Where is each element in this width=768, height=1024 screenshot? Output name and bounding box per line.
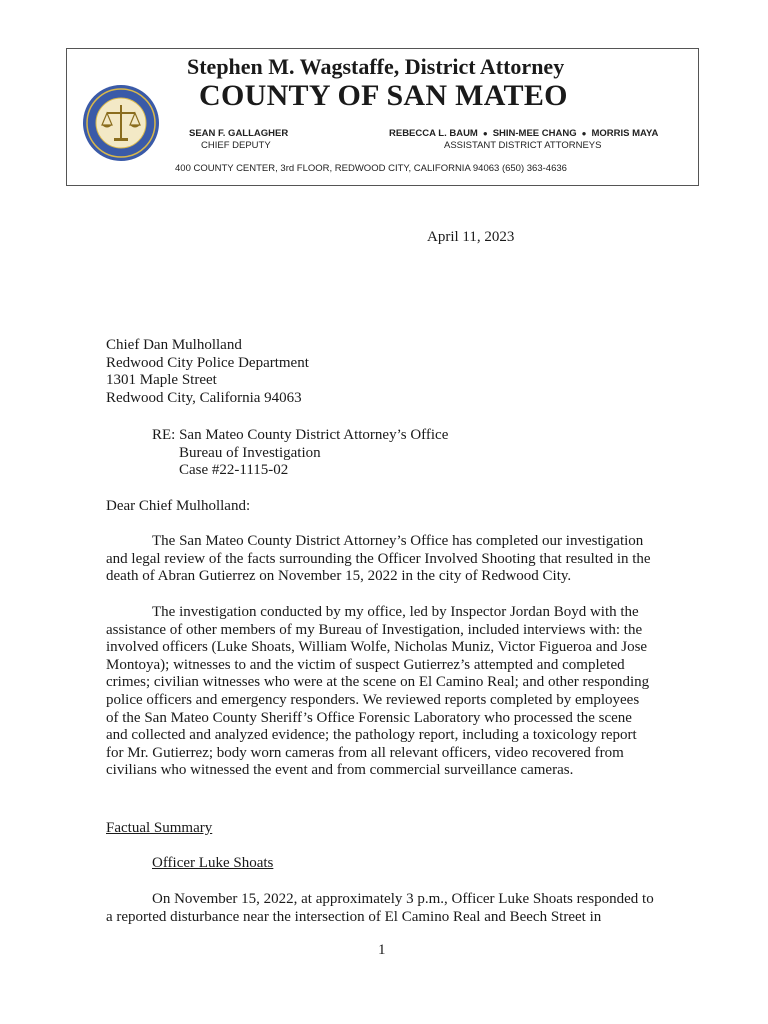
paragraph-line: The San Mateo County District Attorney’s Office has completed our investigation [152, 533, 644, 549]
county-title: COUNTY OF SAN MATEO [199, 79, 568, 112]
chief-deputy-name: SEAN F. GALLAGHER [189, 128, 289, 139]
paragraph-line: On November 15, 2022, at approximately 3 p.m., Officer Luke Shoats responded to [152, 891, 654, 907]
recipient-line: 1301 Maple Street [106, 372, 217, 389]
assistant-name: SHIN-MEE CHANG [492, 128, 577, 139]
salutation: Dear Chief Mulholland: [106, 498, 251, 514]
re-block [152, 427, 448, 480]
paragraph-shoats [106, 891, 654, 926]
subsection-heading: Officer Luke Shoats [152, 855, 274, 871]
paragraph-line: police officers and emergency responders. We reviewed reports completed by employees [106, 691, 640, 708]
re-line: RE: San Mateo County District Attorney’s Office [152, 427, 449, 443]
assistant-attorneys-title: ASSISTANT DISTRICT ATTORNEYS [444, 140, 602, 151]
paragraph-line: assistance of other members of my Bureau of Investigation, included interviews with: the [106, 621, 643, 638]
paragraph-line: civilians who witnessed the event and from commercial surveillance cameras. [106, 762, 574, 779]
office-address: 400 COUNTY CENTER, 3rd FLOOR, REDWOOD CITY, CALIFORNIA 94063 (650) 363-4636 [175, 163, 567, 174]
paragraph-line: Montoya); witnesses to and the victim of suspect Gutierrez’s attempted and completed [106, 656, 625, 673]
county-seal-icon [81, 83, 161, 163]
assistant-name: MORRIS MAYA [591, 128, 659, 139]
chief-deputy-title: CHIEF DEPUTY [201, 140, 271, 151]
letterhead [66, 48, 699, 186]
paragraph-line: of the San Mateo County Sheriff’s Office Forensic Laboratory who processed the scene [106, 709, 632, 726]
paragraph-line: The investigation conducted by my office, led by Inspector Jordan Boyd with the [152, 604, 639, 620]
paragraph-intro [106, 533, 651, 586]
paragraph-line: crimes; civilian witnesses who were at the scene on El Camino Real; and other responding [106, 674, 650, 691]
recipient-address [106, 337, 309, 407]
paragraph-line: a reported disturbance near the intersection of El Camino Real and Beech Street in [106, 908, 602, 925]
assistant-attorneys-names [389, 128, 658, 139]
bullet-separator: ● [482, 129, 488, 138]
paragraph-line: for Mr. Gutierrez; body worn cameras from all relevant officers, video recovered from [106, 744, 624, 761]
bullet-separator: ● [581, 129, 587, 138]
recipient-line: Redwood City, California 94063 [106, 389, 302, 406]
section-heading: Factual Summary [106, 820, 213, 836]
district-attorney-name: Stephen M. Wagstaffe, District Attorney [187, 54, 565, 79]
paragraph-line: death of Abran Gutierrez on November 15, 2022 in the city of Redwood City. [106, 568, 572, 585]
paragraph-investigation [106, 604, 649, 780]
re-line: Bureau of Investigation [179, 444, 321, 461]
paragraph-line: involved officers (Luke Shoats, William Wolfe, Nicholas Muniz, Victor Figueroa and Jose [106, 639, 648, 656]
paragraph-line: and collected and analyzed evidence; the pathology report, including a toxicology report [106, 727, 637, 744]
recipient-line: Chief Dan Mulholland [106, 337, 242, 353]
re-line: Case #22-1115-02 [179, 462, 289, 479]
letter-date: April 11, 2023 [427, 229, 515, 245]
assistant-name: REBECCA L. BAUM [389, 128, 478, 139]
recipient-line: Redwood City Police Department [106, 354, 309, 371]
paragraph-line: and legal review of the facts surrounding the Officer Involved Shooting that resulted in the [106, 550, 651, 567]
page-number: 1 [378, 942, 386, 958]
